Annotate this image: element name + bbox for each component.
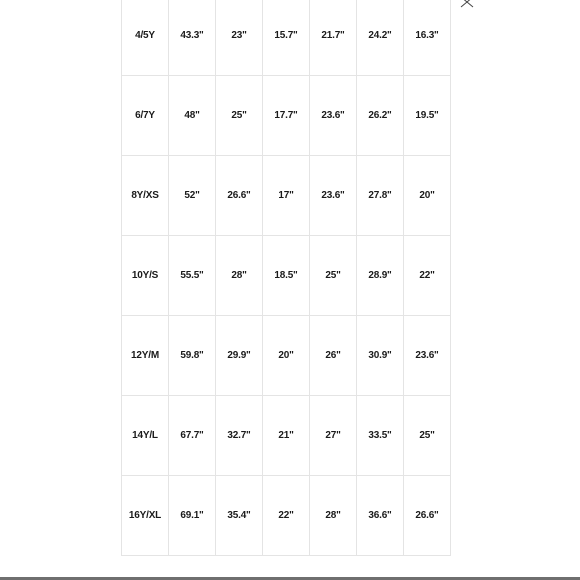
- measurement-cell: 26": [310, 316, 357, 396]
- size-label-cell: 10Y/S: [122, 236, 169, 316]
- table-row: [122, 236, 451, 316]
- table-row: [122, 476, 451, 556]
- table-row: [122, 316, 451, 396]
- measurement-cell: 29.9": [216, 316, 263, 396]
- measurement-cell: 17.7": [263, 76, 310, 156]
- measurement-cell: 25": [404, 396, 451, 476]
- measurement-cell: 21": [263, 396, 310, 476]
- table-row: [122, 156, 451, 236]
- measurement-cell: 16.3": [404, 0, 451, 76]
- measurement-cell: 27.8": [357, 156, 404, 236]
- measurement-cell: 36.6": [357, 476, 404, 556]
- measurement-cell: 35.4": [216, 476, 263, 556]
- measurement-cell: 59.8": [169, 316, 216, 396]
- size-label-cell: 16Y/XL: [122, 476, 169, 556]
- measurement-cell: 28": [216, 236, 263, 316]
- measurement-cell: 19.5": [404, 76, 451, 156]
- size-label-cell: 4/5Y: [122, 0, 169, 76]
- measurement-cell: 20": [263, 316, 310, 396]
- measurement-cell: 52": [169, 156, 216, 236]
- measurement-cell: 23": [216, 0, 263, 76]
- measurement-cell: 26.2": [357, 76, 404, 156]
- measurement-cell: 25": [310, 236, 357, 316]
- measurement-cell: 55.5": [169, 236, 216, 316]
- measurement-cell: 21.7": [310, 0, 357, 76]
- measurement-cell: 28.9": [357, 236, 404, 316]
- measurement-cell: 33.5": [357, 396, 404, 476]
- measurement-cell: 23.6": [310, 76, 357, 156]
- measurement-cell: 67.7": [169, 396, 216, 476]
- measurement-cell: 18.5": [263, 236, 310, 316]
- measurement-cell: 23.6": [404, 316, 451, 396]
- close-icon[interactable]: [459, 0, 475, 8]
- measurement-cell: 17": [263, 156, 310, 236]
- size-chart-table: [121, 0, 451, 556]
- measurement-cell: 20": [404, 156, 451, 236]
- size-label-cell: 12Y/M: [122, 316, 169, 396]
- size-label-cell: 6/7Y: [122, 76, 169, 156]
- measurement-cell: 26.6": [404, 476, 451, 556]
- measurement-cell: 15.7": [263, 0, 310, 76]
- table-row: [122, 76, 451, 156]
- measurement-cell: 25": [216, 76, 263, 156]
- measurement-cell: 24.2": [357, 0, 404, 76]
- measurement-cell: 22": [404, 236, 451, 316]
- measurement-cell: 22": [263, 476, 310, 556]
- measurement-cell: 23.6": [310, 156, 357, 236]
- measurement-cell: 28": [310, 476, 357, 556]
- measurement-cell: 26.6": [216, 156, 263, 236]
- measurement-cell: 69.1": [169, 476, 216, 556]
- size-chart-body: [122, 0, 451, 556]
- size-label-cell: 14Y/L: [122, 396, 169, 476]
- measurement-cell: 43.3": [169, 0, 216, 76]
- measurement-cell: 30.9": [357, 316, 404, 396]
- measurement-cell: 32.7": [216, 396, 263, 476]
- table-row: [122, 0, 451, 76]
- size-label-cell: 8Y/XS: [122, 156, 169, 236]
- measurement-cell: 48": [169, 76, 216, 156]
- table-row: [122, 396, 451, 476]
- measurement-cell: 27": [310, 396, 357, 476]
